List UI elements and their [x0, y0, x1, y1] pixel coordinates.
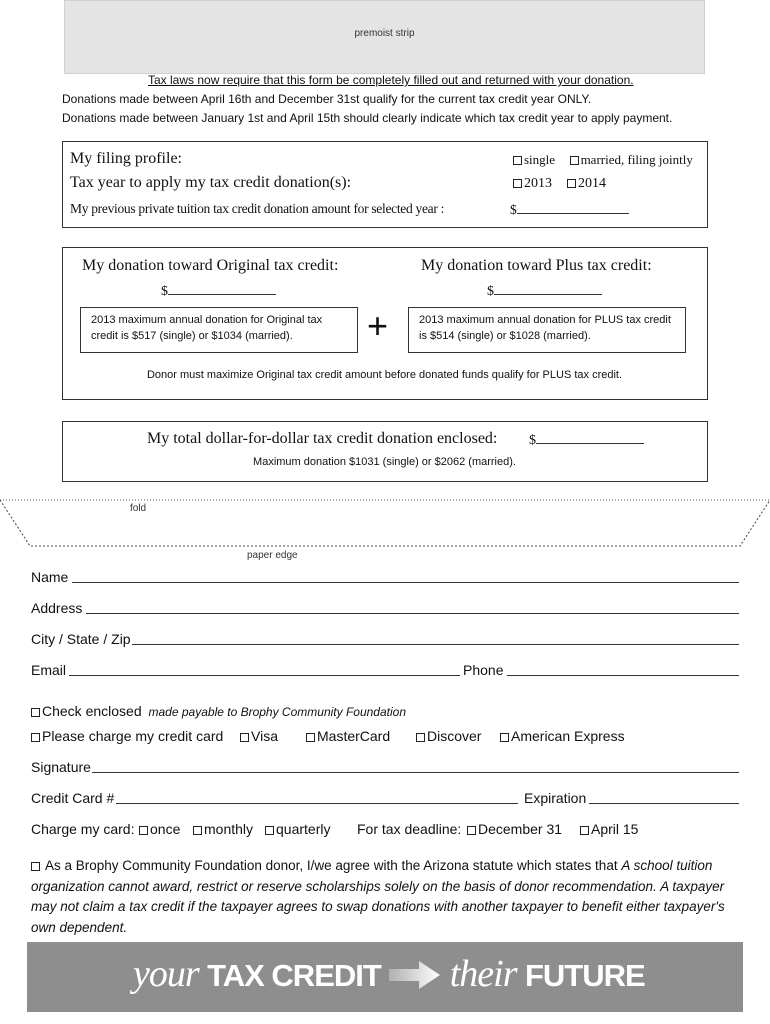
- check-enclosed-label: Check enclosed: [42, 703, 142, 719]
- monthly-label: monthly: [204, 821, 254, 837]
- donation-box: [62, 247, 708, 400]
- charge-card-option: [31, 728, 223, 744]
- banner-their: their: [449, 953, 517, 995]
- mastercard-checkbox[interactable]: [306, 733, 315, 742]
- year-2013-checkbox[interactable]: [513, 179, 522, 188]
- agreement-text: As a Brophy Community Foundation donor, I/we agree with the Arizona statute which states that: [45, 858, 618, 873]
- april-15-label: April 15: [591, 821, 639, 837]
- once-label: once: [150, 821, 181, 837]
- arizona-statute-text: A school tuition organization cannot award, restrict or reserve scholarships solely on the basis of donor recommendation. A taxpayer may not claim a tax credit if the taxpayer agrees to swap donations with another taxpayer to benefit either taxpayer's own dependent.: [31, 858, 725, 935]
- signature-line[interactable]: [92, 772, 739, 773]
- previous-donation-label: My previous private tuition tax credit donation amount for selected year :: [70, 201, 445, 216]
- banner-your: your: [133, 953, 199, 995]
- discover-checkbox[interactable]: [416, 733, 425, 742]
- city-state-zip-line[interactable]: [132, 644, 739, 645]
- married-label: married, filing jointly: [580, 152, 693, 167]
- april-15-checkbox[interactable]: [580, 826, 589, 835]
- phone-label: Phone: [463, 662, 504, 678]
- name-line[interactable]: [72, 582, 739, 583]
- tax-deadline-label: For tax deadline:: [357, 821, 462, 837]
- expiration-label: Expiration: [524, 790, 587, 806]
- fold-label: fold: [130, 503, 147, 514]
- charge-frequency-label: Charge my card:: [31, 821, 135, 837]
- mastercard-label: MasterCard: [317, 728, 391, 744]
- address-line[interactable]: [86, 613, 739, 614]
- monthly-option: [193, 821, 253, 837]
- quarterly-option: [265, 821, 330, 837]
- signature-label: Signature: [31, 759, 91, 775]
- april-15-option: [580, 821, 638, 837]
- maximize-note: Donor must maximize Original tax credit amount before donated funds qualify for PLUS tax credit.: [146, 369, 623, 381]
- plus-dollar-sign: $: [487, 284, 494, 299]
- phone-line[interactable]: [507, 675, 739, 676]
- married-checkbox[interactable]: [570, 156, 579, 165]
- address-label: Address: [31, 600, 83, 616]
- visa-checkbox[interactable]: [240, 733, 249, 742]
- discover-label: Discover: [427, 728, 482, 744]
- filing-profile-label: My filing profile:: [70, 150, 182, 167]
- paper-edge-label: paper edge: [247, 550, 298, 561]
- check-enclosed-checkbox[interactable]: [31, 708, 40, 717]
- plus-amount-field[interactable]: [487, 282, 602, 300]
- once-checkbox[interactable]: [139, 826, 148, 835]
- year-2014-checkbox[interactable]: [567, 179, 576, 188]
- once-option: [139, 821, 180, 837]
- check-payable-note: made payable to Brophy Community Foundation: [148, 705, 406, 719]
- original-dollar-sign: $: [161, 284, 168, 299]
- credit-card-number-label: Credit Card #: [31, 790, 115, 806]
- visa-label: Visa: [251, 728, 278, 744]
- original-max-note: 2013 maximum annual donation for Original tax credit is $517 (single) or $1034 (married).: [80, 307, 358, 353]
- monthly-checkbox[interactable]: [193, 826, 202, 835]
- tax-year-options: [513, 176, 606, 192]
- year-2014-label: 2014: [578, 176, 606, 191]
- previous-donation-field[interactable]: [510, 201, 629, 218]
- quarterly-checkbox[interactable]: [265, 826, 274, 835]
- charge-card-checkbox[interactable]: [31, 733, 40, 742]
- plus-sign: +: [367, 305, 389, 346]
- charge-card-label: Please charge my credit card: [42, 728, 224, 744]
- agreement-paragraph: [31, 856, 731, 938]
- banner-tagline: [133, 952, 645, 996]
- intro-which-year: Donations made between January 1st and April 15th should clearly indicate which tax credit year to apply payment.: [62, 111, 673, 125]
- plus-max-note: 2013 maximum annual donation for PLUS tax credit is $514 (single) or $1028 (married).: [408, 307, 686, 353]
- single-label: single: [524, 152, 556, 167]
- intro-current-year: Donations made between April 16th and December 31st qualify for the current tax credit year ONLY.: [62, 92, 592, 106]
- year-2013-label: 2013: [524, 176, 552, 191]
- total-label: My total dollar-for-dollar tax credit donation enclosed:: [147, 430, 498, 447]
- original-credit-label: My donation toward Original tax credit:: [82, 257, 339, 274]
- tax-credit-banner: [27, 942, 743, 1012]
- discover-option: [416, 728, 481, 744]
- intro-notice: Tax laws now require that this form be completely filled out and returned with your donation.: [148, 73, 634, 87]
- amex-checkbox[interactable]: [500, 733, 509, 742]
- total-dollar-sign: $: [529, 433, 536, 448]
- total-amount-field[interactable]: [529, 431, 644, 449]
- tax-year-label: Tax year to apply my tax credit donation(s):: [70, 174, 352, 191]
- email-label: Email: [31, 662, 67, 678]
- banner-tax-credit: TAX CREDIT: [207, 958, 381, 993]
- fold-guide: [0, 496, 770, 552]
- visa-option: [240, 728, 278, 744]
- credit-card-number-line[interactable]: [116, 803, 518, 804]
- december-31-label: December 31: [478, 821, 563, 837]
- quarterly-label: quarterly: [276, 821, 331, 837]
- mastercard-option: [306, 728, 390, 744]
- amex-option: [500, 728, 625, 744]
- december-31-option: [467, 821, 562, 837]
- plus-credit-label: My donation toward Plus tax credit:: [421, 257, 652, 274]
- december-31-checkbox[interactable]: [467, 826, 476, 835]
- filing-options: [513, 152, 693, 168]
- expiration-line[interactable]: [589, 803, 739, 804]
- name-label: Name: [31, 569, 69, 585]
- single-checkbox[interactable]: [513, 156, 522, 165]
- arrow-right-icon: [389, 960, 441, 990]
- email-line[interactable]: [69, 675, 460, 676]
- banner-future: FUTURE: [524, 958, 645, 993]
- original-amount-field[interactable]: [161, 282, 276, 300]
- total-box: [62, 421, 708, 482]
- total-max-note: Maximum donation $1031 (single) or $2062 (married).: [253, 456, 516, 468]
- amex-label: American Express: [511, 728, 625, 744]
- city-state-zip-label: City / State / Zip: [31, 631, 131, 647]
- check-enclosed-row: [31, 703, 406, 719]
- previous-dollar-sign: $: [510, 202, 517, 217]
- agreement-checkbox[interactable]: [31, 862, 40, 871]
- premoist-strip-label: premoist strip: [354, 28, 415, 39]
- filing-profile-box: [62, 141, 708, 228]
